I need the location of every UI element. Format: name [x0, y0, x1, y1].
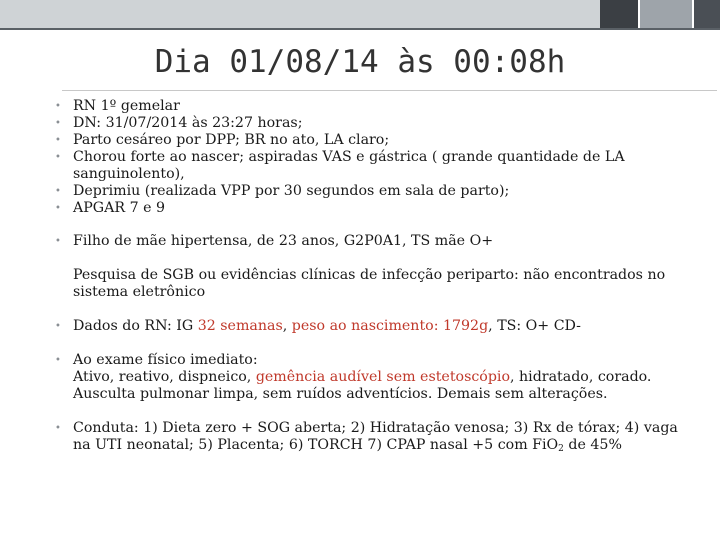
- rn-suffix: , TS: O+ CD-: [488, 318, 581, 334]
- exam-prefix: Ativo, reativo, dispneico,: [73, 369, 256, 385]
- bullet-item: [55, 132, 695, 149]
- slide-content: [55, 98, 695, 458]
- bullet-item: [55, 115, 695, 132]
- title-divider: [62, 90, 717, 91]
- bullet-dot-icon: •: [55, 101, 61, 112]
- rn-separator: ,: [282, 318, 292, 334]
- birth-weight: peso ao nascimento: 1792g: [291, 318, 489, 334]
- bullet-text: RN 1º gemelar: [73, 98, 180, 114]
- exam-suffix: , hidratado, corado. Ausculta pulmonar limpa, sem ruídos adventícios. Demais sem alterações.: [73, 369, 652, 402]
- header-underline: [0, 28, 720, 30]
- bullet-text: Chorou forte ao nascer; aspiradas VAS e gástrica ( grande quantidade de LA sanguinolento),: [73, 149, 625, 182]
- bullet-dot-icon: •: [55, 118, 61, 129]
- infection-note: Pesquisa de SGB ou evidências clínicas de infecção periparto: não encontrados no sistema eletrônico: [73, 267, 666, 300]
- bullet-dot-icon: •: [55, 186, 61, 197]
- bullet-item-conduct: [55, 420, 695, 458]
- decorative-header-bar: [0, 0, 720, 28]
- bullet-dot-icon: •: [55, 203, 61, 214]
- bullet-dot-icon: •: [55, 355, 61, 366]
- header-bar-segment: [694, 0, 720, 28]
- bullet-dot-icon: •: [55, 152, 61, 163]
- header-bar-segment: [600, 0, 638, 28]
- header-bar-segment: [640, 0, 692, 28]
- bullet-item-mother: [55, 233, 695, 250]
- bullet-item: [55, 200, 695, 217]
- bullet-dot-icon: •: [55, 135, 61, 146]
- bullet-item: [55, 149, 695, 183]
- bullet-text: DN: 31/07/2014 às 23:27 horas;: [73, 115, 303, 131]
- conduct-tail: de 45%: [563, 437, 622, 453]
- bullet-dot-icon: •: [55, 423, 61, 434]
- bullet-text: APGAR 7 e 9: [73, 200, 166, 216]
- bullet-item: [55, 98, 695, 115]
- conduct-subscript: 2: [558, 444, 564, 454]
- exam-heading: Ao exame físico imediato:: [73, 352, 258, 368]
- conduct-text: Conduta: 1) Dieta zero + SOG aberta; 2) Hidratação venosa; 3) Rx de tórax; 4) vaga na UTI neonatal; 5) Placenta; 6) TORCH 7) CPAP nasal +5 com FiO: [73, 420, 678, 453]
- bullet-text: Filho de mãe hipertensa, de 23 anos, G2P0A1, TS mãe O+: [73, 233, 494, 249]
- bullet-item-rn-data: [55, 318, 695, 335]
- slide-title: Dia 01/08/14 às 00:08h: [154, 44, 566, 80]
- rn-prefix: Dados do RN: IG: [73, 318, 198, 334]
- bullet-text: Parto cesáreo por DPP; BR no ato, LA claro;: [73, 132, 390, 148]
- exam-highlight: gemência audível sem estetoscópio: [255, 369, 511, 385]
- bullet-dot-icon: •: [55, 236, 61, 247]
- bullet-dot-icon: •: [55, 321, 61, 332]
- header-bar-segment: [0, 0, 600, 28]
- bullet-item-exam: [55, 352, 695, 403]
- bullet-item: [55, 183, 695, 200]
- bullet-text: Deprimiu (realizada VPP por 30 segundos em sala de parto);: [73, 183, 510, 199]
- gestational-age: 32 semanas: [197, 318, 283, 334]
